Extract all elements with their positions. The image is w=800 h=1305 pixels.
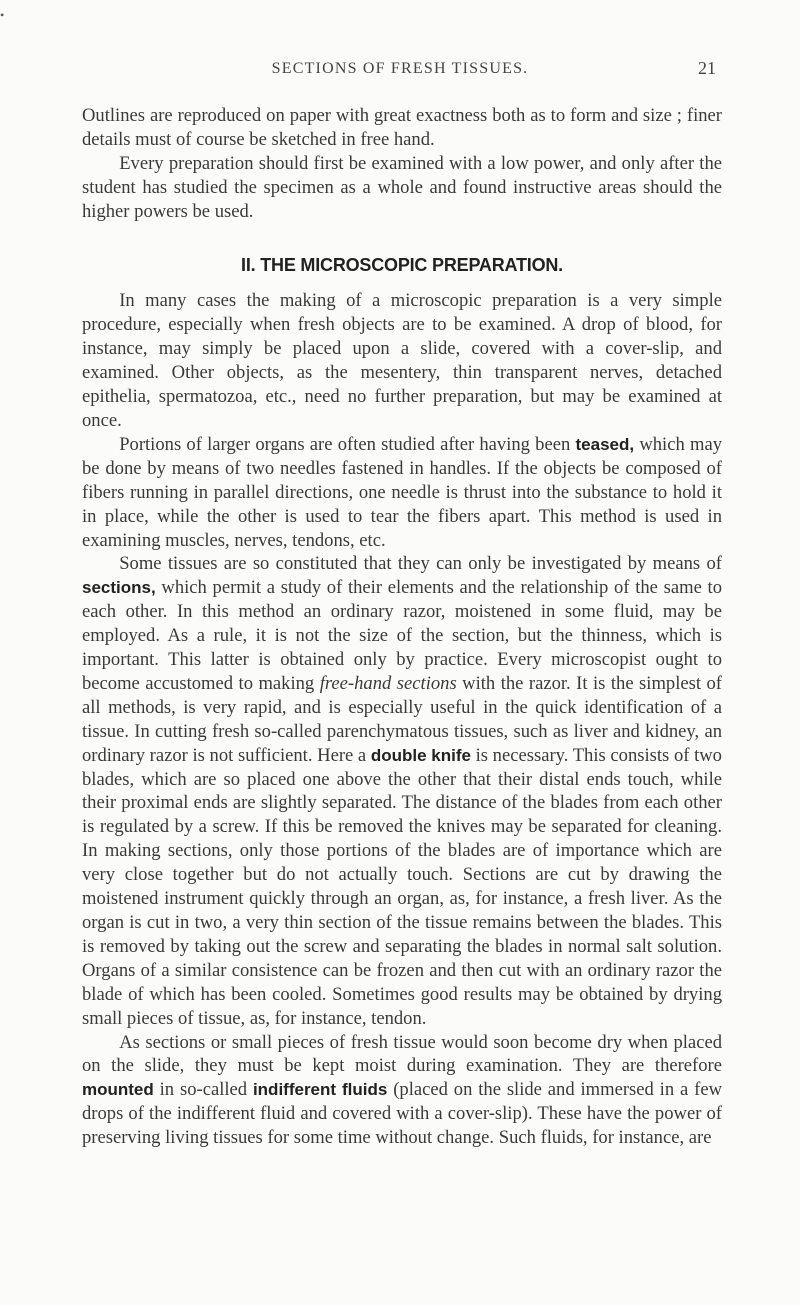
term-indifferent-fluids: indifferent fluids [252, 1080, 388, 1100]
term-mounted: mounted [82, 1080, 154, 1100]
term-teased: teased, [575, 434, 635, 454]
paragraph-simple-procedure: In many cases the making of a microscopic preparation is a very simple procedure, especially when fresh objects are to be examined. A drop of blood, for instance, may simply be placed upon a slide, covered with a cover-slip, and examined. Other objects, as the mesentery, thin transparent nerves, detached epithelia, spermatozoa, etc., need no further preparation, but may be examined at once. [82, 290, 722, 431]
paragraph-teasing [82, 433, 722, 553]
paragraph-sections [82, 552, 722, 1030]
text-run: which permit a study of their elements and the relationship of the same to each other. In this method an ordinary razor, moistened in some fluid, may be employed. As a rule, it is not the size of the section, but the thinness, which is important. This latter is obtained only by practice. Every microscopist ought to become accustomed to making [82, 577, 722, 694]
paragraph-mounting [82, 1031, 722, 1151]
paragraph-low-power: Every preparation should first be examined with a low power, and only after the student has studied the specimen as a whole and found instructive areas should the higher powers be used. [82, 152, 722, 222]
text-run: (placed on the slide and immersed in a few drops of the indifferent fluid and covered with a cover-slip). These have the power of preserving living tissues for some time without change. Such fluids, for instance, are [82, 1079, 722, 1149]
text-run: As sections or small pieces of fresh tissue would soon become dry when placed on the slide, they must be kept moist during examination. They are therefore [82, 1031, 722, 1077]
page-number: 21 [698, 58, 716, 78]
text-run: in so-called [153, 1079, 253, 1101]
term-free-hand-sections: free-hand sections [319, 672, 457, 694]
term-sections: sections, [82, 578, 156, 598]
text-run: with the razor. It is the simplest of all methods, is very rapid, and is especially useful in the quick identification of a tissue. In cutting fresh so-called parenchymatous tissues, such as liver and kidney, an ordinary razor is not sufficient. Here a [82, 672, 723, 766]
body-text [82, 104, 722, 1150]
running-head: SECTIONS OF FRESH TISSUES. [271, 60, 529, 77]
text-run: is necessary. This consists of two blades, which are so placed one above the other that their distal ends touch, while their proximal ends are slightly separated. The distance of the blades from each other is regulated by a screw. If this be removed the knives may be separated for cleaning. In making sections, only those portions of the blades are of importance which are very close together but do not actually touch. Sections are cut by drawing the moistened instrument quickly through an organ, as, for instance, a fresh liver. As the organ is cut in two, a very thin section of the tissue remains between the blades. This is removed by taking out the screw and separating the blades in normal salt solution. Organs of a similar consistence can be frozen and then cut with an ordinary razor the blade of which has been cooled. Sometimes good results may be obtained by drying small pieces of tissue, as, for instance, tendon. [82, 744, 722, 1029]
text-run: Portions of larger organs are often studied after having been [119, 433, 576, 455]
text-run: which may be done by means of two needles fastened in handles. If the objects be composed of fibers running in parallel directions, one needle is thrust into the substance to hold it in place, while the other is used to tear the fibers apart. This method is used in examining muscles, nerves, tendons, etc. [82, 433, 723, 551]
text-run: Some tissues are so constituted that they can only be investigated by means of [119, 553, 722, 575]
section-heading: II. THE MICROSCOPIC PREPARATION. [241, 254, 563, 275]
corner-mark: • [0, 8, 5, 22]
paragraph-outlines: Outlines are reproduced on paper with great exactness both as to form and size ; finer details must of course be sketched in free hand. [82, 105, 722, 150]
term-double-knife: double knife [370, 745, 471, 765]
